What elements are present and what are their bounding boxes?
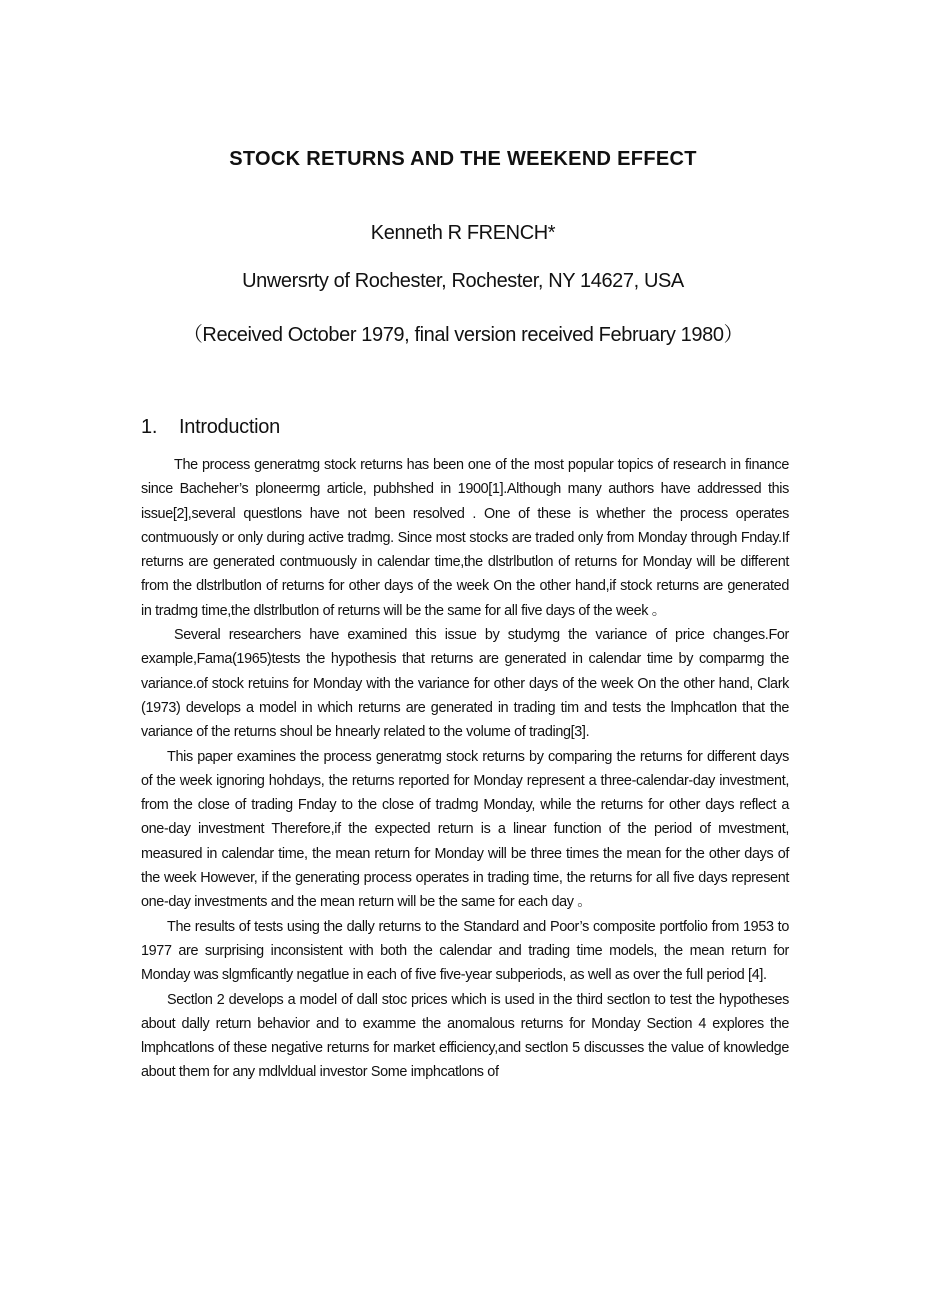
body-text	[141, 453, 789, 1085]
section-title: Introduction	[179, 416, 280, 438]
section-heading	[141, 416, 280, 439]
paragraph-3: This paper examines the process generatmg stock returns by comparing the returns for different days of the week ignoring hohdays, the returns reported for Monday represent a three-calendar-day investment, from the close of trading Fnday to the close of tradmg Monday, while the returns for other days reflect a one-day investment Therefore,if the expected return is a linear function of the period of mvestment, measured in calendar time, the mean return for Monday will be three times the mean for the other days of the week However, if the generating process operates in trading time, the returns for all five days represent one-day investments and the mean return will be the same for each day 。	[141, 748, 789, 911]
paragraph-5: Sectlon 2 develops a model of dall stoc prices which is used in the third sectlon to test the hypotheses about dally return behavior and to examme the anomalous returns for Monday Section 4 explores the lmphcatlons of these negative returns for market efficiency,and sectlon 5 discusses the value of knowledge about them for any mdlvldual investor Some imphcatlons of	[141, 991, 789, 1081]
received-dates: （Received October 1979, final version received February 1980）	[182, 324, 744, 346]
section-number: 1.	[141, 416, 158, 438]
author-name: Kenneth R FRENCH*	[370, 222, 556, 244]
paragraph-2: Several researchers have examined this issue by studymg the variance of price changes.For example,Fama(1965)tests the hypothesis that returns are generated in calendar time by comparmg the variance.of stock retuins for Monday with the variance for other days of the week On the other hand, Clark (1973) develops a model in which returns are generated in trading tim and tests the lmphcatlon that the variance of the returns shoul be hnearly related to the volume of trading[3].	[141, 627, 789, 741]
paragraph-1: The process generatmg stock returns has been one of the most popular topics of research in finance since Bacheher’s ploneermg article, pubhshed in 1900[1].Although many authors have addressed this issue[2],several questlons have not been resolved . One of these is whether the process operates contmuously or only during active tradmg. Since most stocks are traded only from Monday through Fnday.If returns are generated contmuously in calendar time,the dlstrlbutlon of returns for Monday will be different from the dlstrlbutlon of returns for other days of the week On the other hand,if stock returns are generated in tradmg time,the dlstrlbutlon of returns will be the same for all five days of the week 。	[141, 457, 789, 619]
paper-title: STOCK RETURNS AND THE WEEKEND EFFECT	[229, 148, 697, 170]
author-affiliation: Unwersrty of Rochester, Rochester, NY 14627, USA	[242, 270, 684, 292]
paragraph-4: The results of tests using the dally returns to the Standard and Poor’s composite portfolio from 1953 to 1977 are surprising inconsistent with both the calendar and trading time models, the mean return for Monday was slgmficantly negatlue in each of five five-year subperiods, as well as over the full period [4].	[141, 918, 789, 984]
